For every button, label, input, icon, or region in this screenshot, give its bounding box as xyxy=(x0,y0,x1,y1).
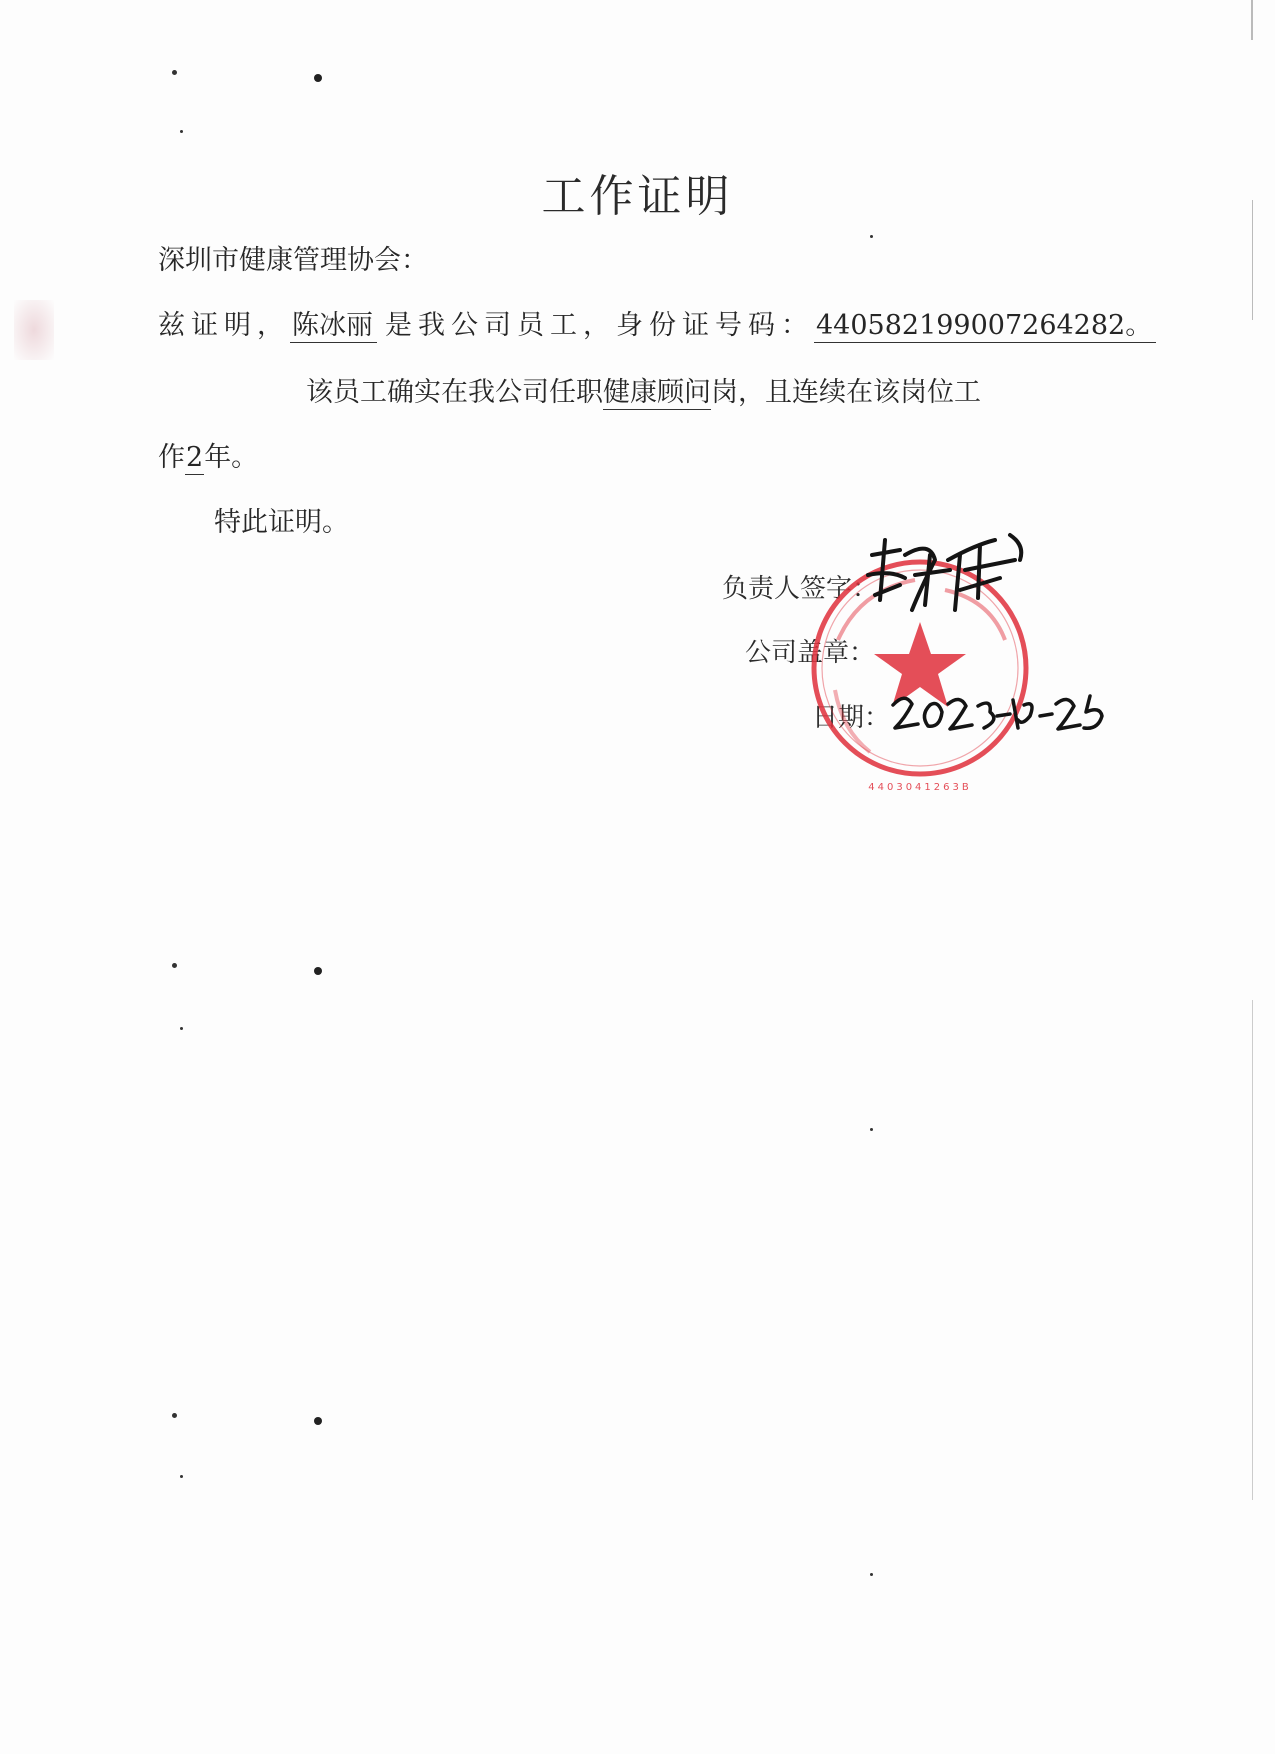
years-suffix: 年。 xyxy=(204,442,259,473)
position-suffix: 岗，且连续在该岗位工 xyxy=(711,377,981,408)
certify-prefix: 兹证明， xyxy=(158,310,290,341)
years-prefix: 作 xyxy=(158,442,185,473)
certify-middle: 是我公司员工，身份证号码： xyxy=(385,310,814,341)
years-value: 2 xyxy=(186,442,204,473)
date-label: 日期： xyxy=(812,703,891,733)
position-prefix: 该员工确实在我公司任职 xyxy=(306,377,603,408)
addressee: 深圳市健康管理协会： xyxy=(158,245,428,276)
id-number: 440582199007264282。 xyxy=(814,310,1156,343)
document-title: 工作证明 xyxy=(541,171,734,222)
seal-label: 公司盖章： xyxy=(745,638,876,668)
seal-code: 4403041263B xyxy=(868,782,972,793)
job-position: 健康顾问 xyxy=(603,377,711,408)
closing-statement: 特此证明。 xyxy=(214,507,349,538)
signature-label: 负责人签字： xyxy=(722,574,879,604)
employee-name: 陈冰丽 xyxy=(290,310,377,343)
